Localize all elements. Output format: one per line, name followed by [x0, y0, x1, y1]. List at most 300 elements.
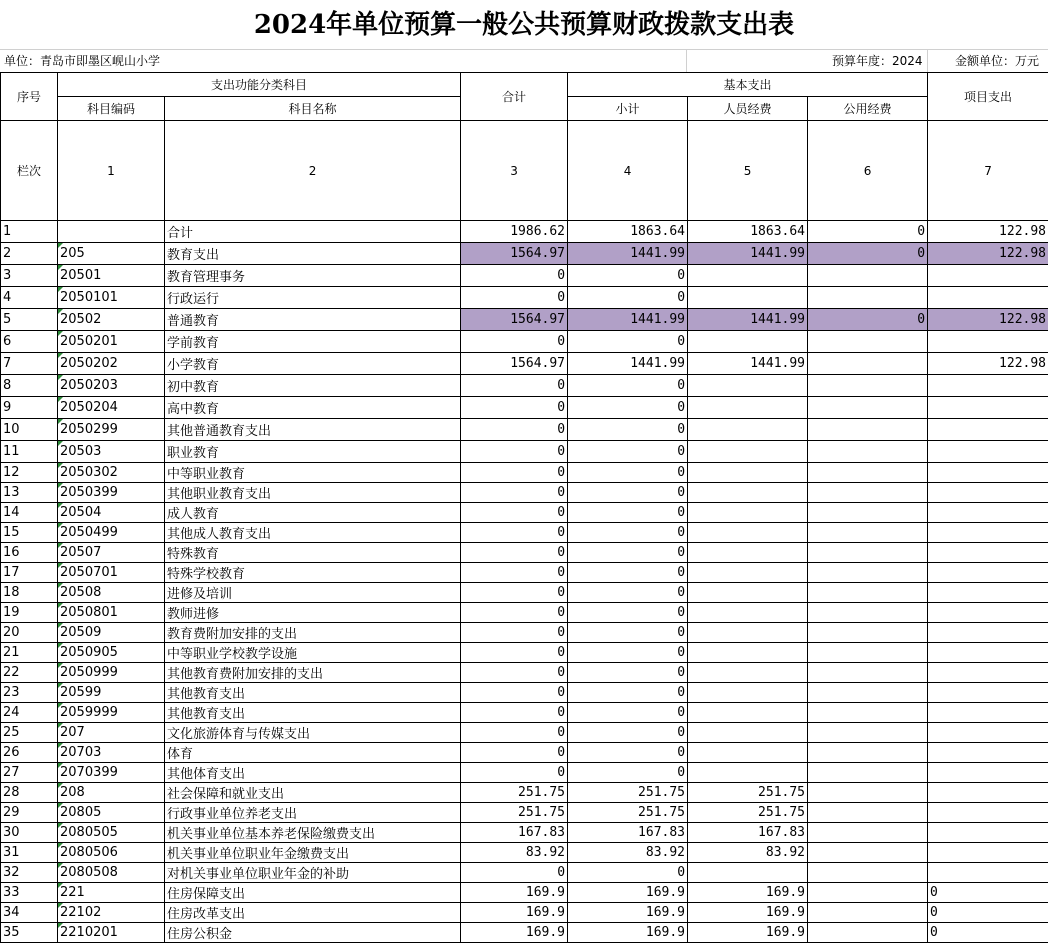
row-name-text: 教育费附加安排的支出	[167, 627, 297, 642]
row-total	[461, 463, 568, 483]
row-public	[808, 723, 928, 743]
row-personnel	[688, 623, 808, 643]
row-subtotal-text: 1441.99	[630, 246, 685, 261]
row-personnel-text: 167.83	[758, 825, 805, 840]
row-code-text: 208	[60, 785, 85, 800]
row-subtotal	[568, 743, 688, 763]
row-public	[808, 483, 928, 503]
row-subtotal	[568, 287, 688, 309]
table-row	[1, 463, 1048, 483]
budget-table	[0, 72, 1048, 943]
row-project	[928, 883, 1048, 903]
row-subtotal	[568, 783, 688, 803]
row-subtotal-text: 0	[677, 745, 685, 760]
row-total-text: 0	[557, 525, 565, 540]
row-public	[808, 221, 928, 243]
row-total-text: 0	[557, 505, 565, 520]
row-seq-text: 30	[3, 825, 20, 840]
row-subtotal-text: 251.75	[638, 805, 685, 820]
row-public	[808, 783, 928, 803]
row-seq-text: 19	[3, 605, 20, 620]
row-code	[58, 265, 165, 287]
table-row	[1, 803, 1048, 823]
row-subtotal-text: 0	[677, 378, 685, 393]
row-name	[165, 683, 461, 703]
row-total-text: 0	[557, 334, 565, 349]
text-number-marker-icon	[58, 243, 63, 248]
row-code	[58, 563, 165, 583]
row-code	[58, 903, 165, 923]
row-seq-text: 17	[3, 565, 20, 580]
row-seq	[1, 309, 58, 331]
row-seq	[1, 683, 58, 703]
row-subtotal-text: 0	[677, 765, 685, 780]
row-seq	[1, 923, 58, 943]
row-name	[165, 353, 461, 375]
table-row	[1, 375, 1048, 397]
row-code	[58, 683, 165, 703]
row-code-text: 2080506	[60, 845, 118, 860]
row-subtotal-text: 0	[677, 585, 685, 600]
row-subtotal-text: 1441.99	[630, 312, 685, 327]
row-subtotal-text: 169.9	[646, 905, 685, 920]
col-num: 1	[58, 121, 165, 221]
row-project-text: 122.98	[999, 224, 1046, 239]
row-personnel	[688, 353, 808, 375]
row-subtotal	[568, 543, 688, 563]
row-name	[165, 265, 461, 287]
text-number-marker-icon	[58, 823, 63, 828]
row-seq-text: 16	[3, 545, 20, 560]
table-row	[1, 683, 1048, 703]
table-row	[1, 287, 1048, 309]
row-subtotal-text: 0	[677, 334, 685, 349]
row-name-text: 教育支出	[167, 248, 219, 263]
row-total	[461, 375, 568, 397]
text-number-marker-icon	[58, 543, 63, 548]
row-public	[808, 883, 928, 903]
row-code	[58, 503, 165, 523]
row-name	[165, 603, 461, 623]
row-subtotal-text: 0	[677, 725, 685, 740]
row-public	[808, 287, 928, 309]
row-seq-text: 31	[3, 845, 20, 860]
row-total	[461, 843, 568, 863]
row-total-text: 1564.97	[510, 356, 565, 371]
row-personnel	[688, 221, 808, 243]
row-seq-text: 8	[3, 378, 11, 393]
table-row	[1, 883, 1048, 903]
info-divider	[686, 50, 687, 72]
row-subtotal-text: 0	[677, 865, 685, 880]
row-name	[165, 375, 461, 397]
row-total-text: 0	[557, 268, 565, 283]
row-code	[58, 523, 165, 543]
row-project	[928, 623, 1048, 643]
row-name	[165, 309, 461, 331]
row-project	[928, 843, 1048, 863]
row-name-text: 中等职业教育	[167, 467, 245, 482]
row-seq	[1, 523, 58, 543]
row-total-text: 0	[557, 422, 565, 437]
row-seq	[1, 843, 58, 863]
row-personnel	[688, 331, 808, 353]
row-name-text: 合计	[167, 226, 193, 241]
row-project	[928, 863, 1048, 883]
row-total-text: 169.9	[526, 905, 565, 920]
row-code-text: 2050302	[60, 465, 118, 480]
text-number-marker-icon	[58, 419, 63, 424]
year-label: 预算年度：2024	[832, 50, 923, 72]
header-personnel: 人员经费	[688, 97, 808, 121]
row-seq-text: 3	[3, 268, 11, 283]
row-total-text: 0	[557, 444, 565, 459]
row-subtotal-text: 83.92	[646, 845, 685, 860]
row-name	[165, 843, 461, 863]
row-total	[461, 523, 568, 543]
row-personnel	[688, 523, 808, 543]
row-public	[808, 903, 928, 923]
row-public	[808, 503, 928, 523]
row-personnel	[688, 563, 808, 583]
row-seq	[1, 743, 58, 763]
table-row	[1, 331, 1048, 353]
row-project	[928, 903, 1048, 923]
row-personnel	[688, 923, 808, 943]
table-row	[1, 483, 1048, 503]
row-seq	[1, 543, 58, 563]
row-name-text: 其他体育支出	[167, 767, 245, 782]
row-subtotal	[568, 723, 688, 743]
row-public	[808, 523, 928, 543]
row-project	[928, 823, 1048, 843]
row-code-text: 2059999	[60, 705, 118, 720]
row-name-text: 文化旅游体育与传媒支出	[167, 727, 310, 742]
row-name-text: 职业教育	[167, 446, 219, 461]
text-number-marker-icon	[58, 863, 63, 868]
row-code-text: 2050201	[60, 334, 118, 349]
row-total	[461, 923, 568, 943]
row-code-text: 2050399	[60, 485, 118, 500]
row-total	[461, 419, 568, 441]
row-name	[165, 763, 461, 783]
text-number-marker-icon	[58, 843, 63, 848]
row-subtotal	[568, 843, 688, 863]
row-seq-text: 26	[3, 745, 20, 760]
row-seq	[1, 353, 58, 375]
text-number-marker-icon	[58, 783, 63, 788]
row-name	[165, 287, 461, 309]
text-number-marker-icon	[58, 265, 63, 270]
row-subtotal	[568, 331, 688, 353]
row-total	[461, 903, 568, 923]
row-public-text: 0	[917, 246, 925, 261]
row-total	[461, 563, 568, 583]
row-total	[461, 265, 568, 287]
text-number-marker-icon	[58, 503, 63, 508]
row-code	[58, 743, 165, 763]
row-subtotal	[568, 663, 688, 683]
row-subtotal	[568, 903, 688, 923]
row-code	[58, 483, 165, 503]
row-project	[928, 463, 1048, 483]
row-total	[461, 683, 568, 703]
row-code	[58, 823, 165, 843]
row-total	[461, 503, 568, 523]
row-total	[461, 543, 568, 563]
row-seq-text: 15	[3, 525, 20, 540]
row-seq	[1, 503, 58, 523]
row-public	[808, 375, 928, 397]
text-number-marker-icon	[58, 523, 63, 528]
text-number-marker-icon	[58, 903, 63, 908]
row-personnel	[688, 823, 808, 843]
row-name	[165, 563, 461, 583]
row-subtotal	[568, 375, 688, 397]
row-name	[165, 523, 461, 543]
table-row	[1, 923, 1048, 943]
row-code	[58, 441, 165, 463]
row-name	[165, 883, 461, 903]
table-row	[1, 353, 1048, 375]
row-seq-text: 10	[3, 422, 20, 437]
row-seq	[1, 623, 58, 643]
row-code	[58, 397, 165, 419]
row-code	[58, 843, 165, 863]
row-name	[165, 419, 461, 441]
row-personnel	[688, 643, 808, 663]
row-code-text: 20501	[60, 268, 101, 283]
row-total-text: 0	[557, 865, 565, 880]
row-seq-text: 20	[3, 625, 20, 640]
row-code-text: 2080505	[60, 825, 118, 840]
row-total-text: 0	[557, 378, 565, 393]
row-public	[808, 863, 928, 883]
col-num: 5	[688, 121, 808, 221]
row-code-text: 2210201	[60, 925, 118, 940]
row-subtotal-text: 0	[677, 525, 685, 540]
row-code-text: 20805	[60, 805, 101, 820]
text-number-marker-icon	[58, 287, 63, 292]
row-subtotal-text: 0	[677, 422, 685, 437]
row-name-text: 成人教育	[167, 507, 219, 522]
row-subtotal	[568, 603, 688, 623]
row-project-text: 0	[930, 905, 938, 920]
row-total	[461, 287, 568, 309]
row-subtotal	[568, 503, 688, 523]
row-subtotal-text: 0	[677, 485, 685, 500]
table-row	[1, 503, 1048, 523]
row-seq-text: 22	[3, 665, 20, 680]
row-total-text: 0	[557, 465, 565, 480]
row-code-text: 20509	[60, 625, 101, 640]
text-number-marker-icon	[58, 643, 63, 648]
row-total-text: 167.83	[518, 825, 565, 840]
row-personnel	[688, 663, 808, 683]
row-subtotal	[568, 683, 688, 703]
table-row	[1, 863, 1048, 883]
text-number-marker-icon	[58, 331, 63, 336]
row-subtotal-text: 0	[677, 400, 685, 415]
row-total-text: 1564.97	[510, 246, 565, 261]
row-subtotal	[568, 309, 688, 331]
row-code	[58, 763, 165, 783]
row-subtotal	[568, 441, 688, 463]
row-personnel	[688, 703, 808, 723]
row-total	[461, 643, 568, 663]
row-personnel	[688, 583, 808, 603]
text-number-marker-icon	[58, 603, 63, 608]
row-name-text: 行政事业单位养老支出	[167, 807, 297, 822]
row-total	[461, 823, 568, 843]
table-row	[1, 419, 1048, 441]
row-seq-text: 18	[3, 585, 20, 600]
row-project	[928, 603, 1048, 623]
row-subtotal	[568, 397, 688, 419]
row-code	[58, 723, 165, 743]
row-seq-text: 32	[3, 865, 20, 880]
row-code-text: 20508	[60, 585, 101, 600]
row-seq-text: 23	[3, 685, 20, 700]
row-code-text: 2050203	[60, 378, 118, 393]
row-code	[58, 703, 165, 723]
row-project	[928, 923, 1048, 943]
table-row	[1, 823, 1048, 843]
row-total	[461, 763, 568, 783]
row-seq-text: 14	[3, 505, 20, 520]
row-personnel-text: 251.75	[758, 785, 805, 800]
table-row	[1, 603, 1048, 623]
row-personnel-text: 83.92	[766, 845, 805, 860]
row-name	[165, 331, 461, 353]
text-number-marker-icon	[58, 723, 63, 728]
row-subtotal-text: 169.9	[646, 885, 685, 900]
row-personnel	[688, 419, 808, 441]
row-total	[461, 623, 568, 643]
row-seq-text: 6	[3, 334, 11, 349]
row-public-text: 0	[917, 224, 925, 239]
row-name	[165, 823, 461, 843]
row-project	[928, 523, 1048, 543]
row-project	[928, 483, 1048, 503]
row-name	[165, 243, 461, 265]
row-code	[58, 543, 165, 563]
row-public	[808, 823, 928, 843]
row-project	[928, 331, 1048, 353]
row-total-text: 0	[557, 485, 565, 500]
row-total	[461, 583, 568, 603]
row-public	[808, 643, 928, 663]
row-total	[461, 603, 568, 623]
row-personnel	[688, 463, 808, 483]
row-project	[928, 419, 1048, 441]
table-row	[1, 843, 1048, 863]
row-seq	[1, 463, 58, 483]
row-public	[808, 923, 928, 943]
row-seq	[1, 803, 58, 823]
row-seq-text: 28	[3, 785, 20, 800]
row-name	[165, 483, 461, 503]
row-project	[928, 265, 1048, 287]
row-seq	[1, 441, 58, 463]
row-project-text: 122.98	[999, 356, 1046, 371]
row-public	[808, 419, 928, 441]
row-subtotal	[568, 353, 688, 375]
row-name-text: 学前教育	[167, 336, 219, 351]
row-total	[461, 883, 568, 903]
row-subtotal	[568, 623, 688, 643]
row-personnel	[688, 243, 808, 265]
row-seq	[1, 583, 58, 603]
row-public	[808, 397, 928, 419]
row-subtotal-text: 0	[677, 685, 685, 700]
header-total: 合计	[461, 73, 568, 121]
row-code	[58, 221, 165, 243]
row-code	[58, 309, 165, 331]
row-total	[461, 783, 568, 803]
row-name-text: 其他教育支出	[167, 707, 245, 722]
row-code-text: 205	[60, 246, 85, 261]
row-personnel	[688, 803, 808, 823]
row-personnel	[688, 723, 808, 743]
row-total	[461, 331, 568, 353]
row-code	[58, 663, 165, 683]
row-code	[58, 419, 165, 441]
row-code-text: 20703	[60, 745, 101, 760]
row-personnel-text: 1863.64	[750, 224, 805, 239]
row-code-text: 2050701	[60, 565, 118, 580]
row-seq	[1, 883, 58, 903]
table-row	[1, 903, 1048, 923]
row-seq-text: 12	[3, 465, 20, 480]
row-subtotal	[568, 419, 688, 441]
row-name	[165, 623, 461, 643]
row-project	[928, 563, 1048, 583]
row-project	[928, 703, 1048, 723]
row-personnel	[688, 543, 808, 563]
row-personnel	[688, 483, 808, 503]
row-seq-text: 35	[3, 925, 20, 940]
table-row	[1, 523, 1048, 543]
row-personnel-text: 251.75	[758, 805, 805, 820]
header-seq: 序号	[1, 73, 58, 121]
row-name-text: 体育	[167, 747, 193, 762]
row-seq	[1, 863, 58, 883]
row-seq-text: 34	[3, 905, 20, 920]
row-total-text: 1564.97	[510, 312, 565, 327]
row-subtotal-text: 0	[677, 465, 685, 480]
row-subtotal-text: 167.83	[638, 825, 685, 840]
row-name-text: 住房公积金	[167, 927, 232, 942]
table-row	[1, 663, 1048, 683]
row-seq	[1, 375, 58, 397]
table-row	[1, 563, 1048, 583]
row-subtotal-text: 0	[677, 605, 685, 620]
text-number-marker-icon	[58, 703, 63, 708]
row-code-text: 2070399	[60, 765, 118, 780]
row-name	[165, 723, 461, 743]
col-num: 2	[165, 121, 461, 221]
row-seq	[1, 783, 58, 803]
row-name-text: 中等职业学校教学设施	[167, 647, 297, 662]
table-row	[1, 643, 1048, 663]
row-seq	[1, 723, 58, 743]
row-subtotal	[568, 483, 688, 503]
row-personnel	[688, 441, 808, 463]
row-subtotal	[568, 563, 688, 583]
text-number-marker-icon	[58, 353, 63, 358]
row-name-text: 普通教育	[167, 314, 219, 329]
